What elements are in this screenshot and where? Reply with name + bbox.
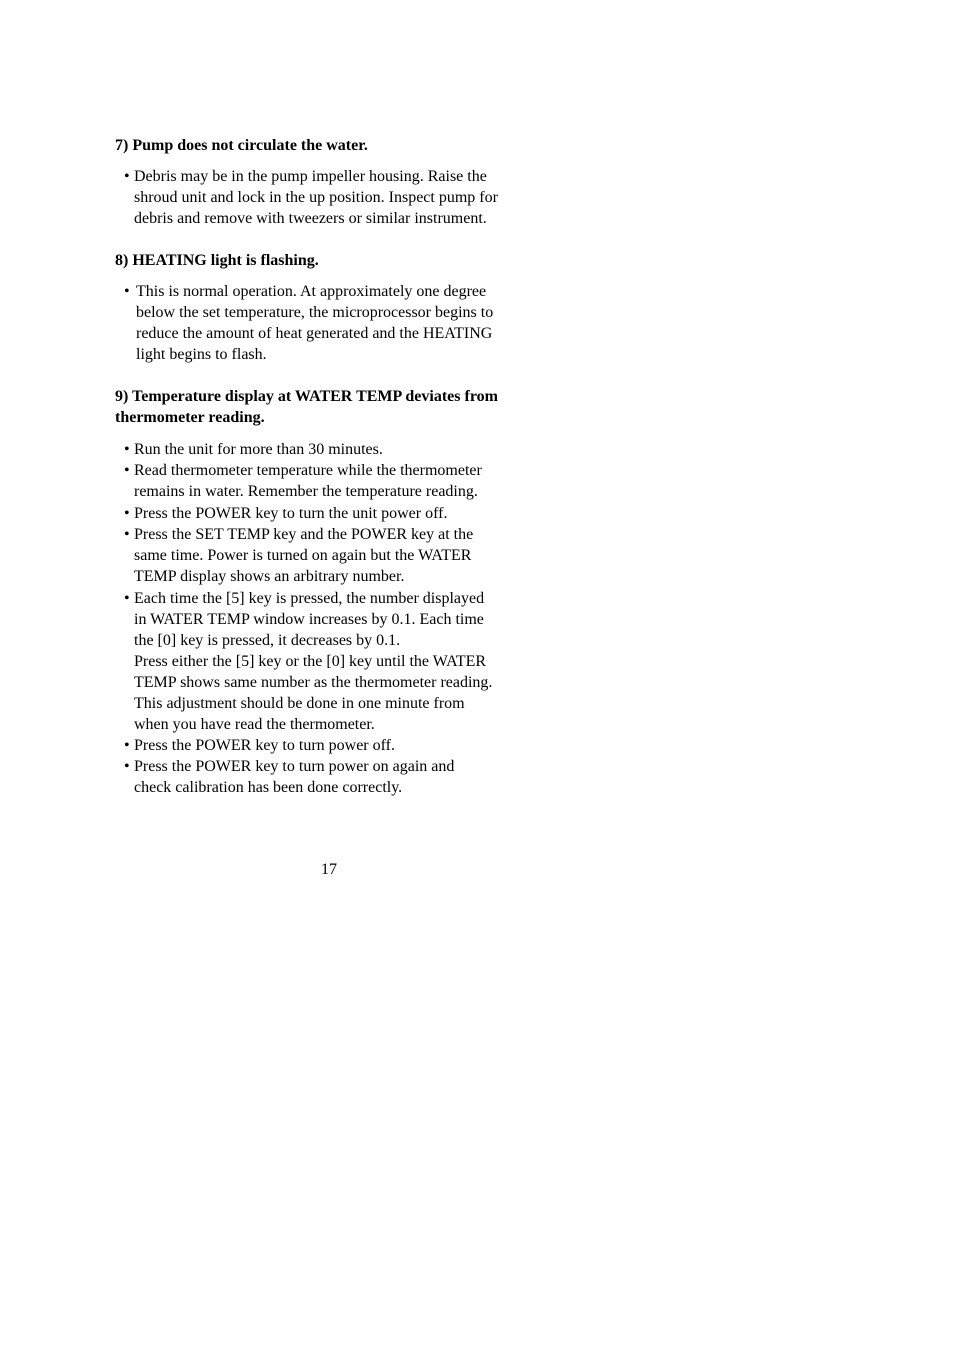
- item-line: TEMP display shows an arbitrary number.: [134, 568, 405, 585]
- item-line: below the set temperature, the microprocessor begins to: [136, 304, 494, 321]
- item-line: Press the POWER key to turn the unit power off.: [134, 505, 448, 522]
- item-line: TEMP shows same number as the thermometer reading.: [134, 674, 493, 691]
- heading-line: 8) HEATING light is flashing.: [115, 252, 319, 269]
- bullet-glyph: •: [124, 168, 130, 185]
- bullet-glyph: •: [124, 462, 130, 479]
- list-item: [115, 439, 565, 460]
- list-item: [115, 503, 565, 524]
- item-line: when you have read the thermometer.: [134, 716, 375, 733]
- section-9: [115, 386, 565, 798]
- bullet-glyph: •: [124, 758, 130, 775]
- section-heading: [115, 250, 565, 271]
- bullet-glyph: •: [124, 505, 130, 522]
- section-heading: [115, 386, 565, 428]
- item-line: Each time the [5] key is pressed, the number displayed: [134, 590, 485, 607]
- bullet-glyph: •: [124, 526, 130, 543]
- bullet-glyph: •: [124, 441, 130, 458]
- section-heading: [115, 135, 565, 156]
- list-item: [115, 735, 565, 756]
- item-line: in WATER TEMP window increases by 0.1. Each time: [134, 611, 484, 628]
- bullet-glyph: •: [124, 283, 130, 300]
- item-line: reduce the amount of heat generated and the HEATING: [136, 325, 493, 342]
- item-line: the [0] key is pressed, it decreases by 0.1.: [134, 632, 401, 649]
- item-line: Debris may be in the pump impeller housing. Raise the: [134, 168, 487, 185]
- heading-line: thermometer reading.: [115, 409, 265, 426]
- item-line: Run the unit for more than 30 minutes.: [134, 441, 383, 458]
- item-line: Press the SET TEMP key and the POWER key at the: [134, 526, 474, 543]
- item-line: light begins to flash.: [136, 346, 267, 363]
- section-7: [115, 135, 565, 229]
- bullet-list: [115, 166, 565, 229]
- item-line: remains in water. Remember the temperature reading.: [134, 483, 478, 500]
- item-line: shroud unit and lock in the up position. Inspect pump for: [134, 189, 498, 206]
- list-item: [115, 281, 565, 365]
- bullet-glyph: •: [124, 590, 130, 607]
- heading-line: 9) Temperature display at WATER TEMP deviates from: [115, 388, 498, 405]
- list-item: [115, 460, 565, 502]
- item-line: debris and remove with tweezers or similar instrument.: [134, 210, 487, 227]
- list-item: [115, 588, 565, 735]
- item-line: same time. Power is turned on again but the WATER: [134, 547, 472, 564]
- page-number: 17: [321, 861, 337, 878]
- heading-line: 7) Pump does not circulate the water.: [115, 137, 368, 154]
- item-line: Press the POWER key to turn power off.: [134, 737, 395, 754]
- item-line: This is normal operation. At approximately one degree: [136, 283, 487, 300]
- item-line: Read thermometer temperature while the thermometer: [134, 462, 482, 479]
- bullet-glyph: •: [124, 737, 130, 754]
- item-line: Press the POWER key to turn power on again and: [134, 758, 455, 775]
- item-line: Press either the [5] key or the [0] key until the WATER: [134, 653, 487, 670]
- list-item: [115, 756, 565, 798]
- list-item: [115, 166, 565, 229]
- bullet-list: [115, 281, 565, 365]
- section-8: [115, 250, 565, 365]
- item-line: This adjustment should be done in one minute from: [134, 695, 465, 712]
- item-line: check calibration has been done correctly.: [134, 779, 403, 796]
- list-item: [115, 524, 565, 587]
- bullet-list: [115, 439, 565, 798]
